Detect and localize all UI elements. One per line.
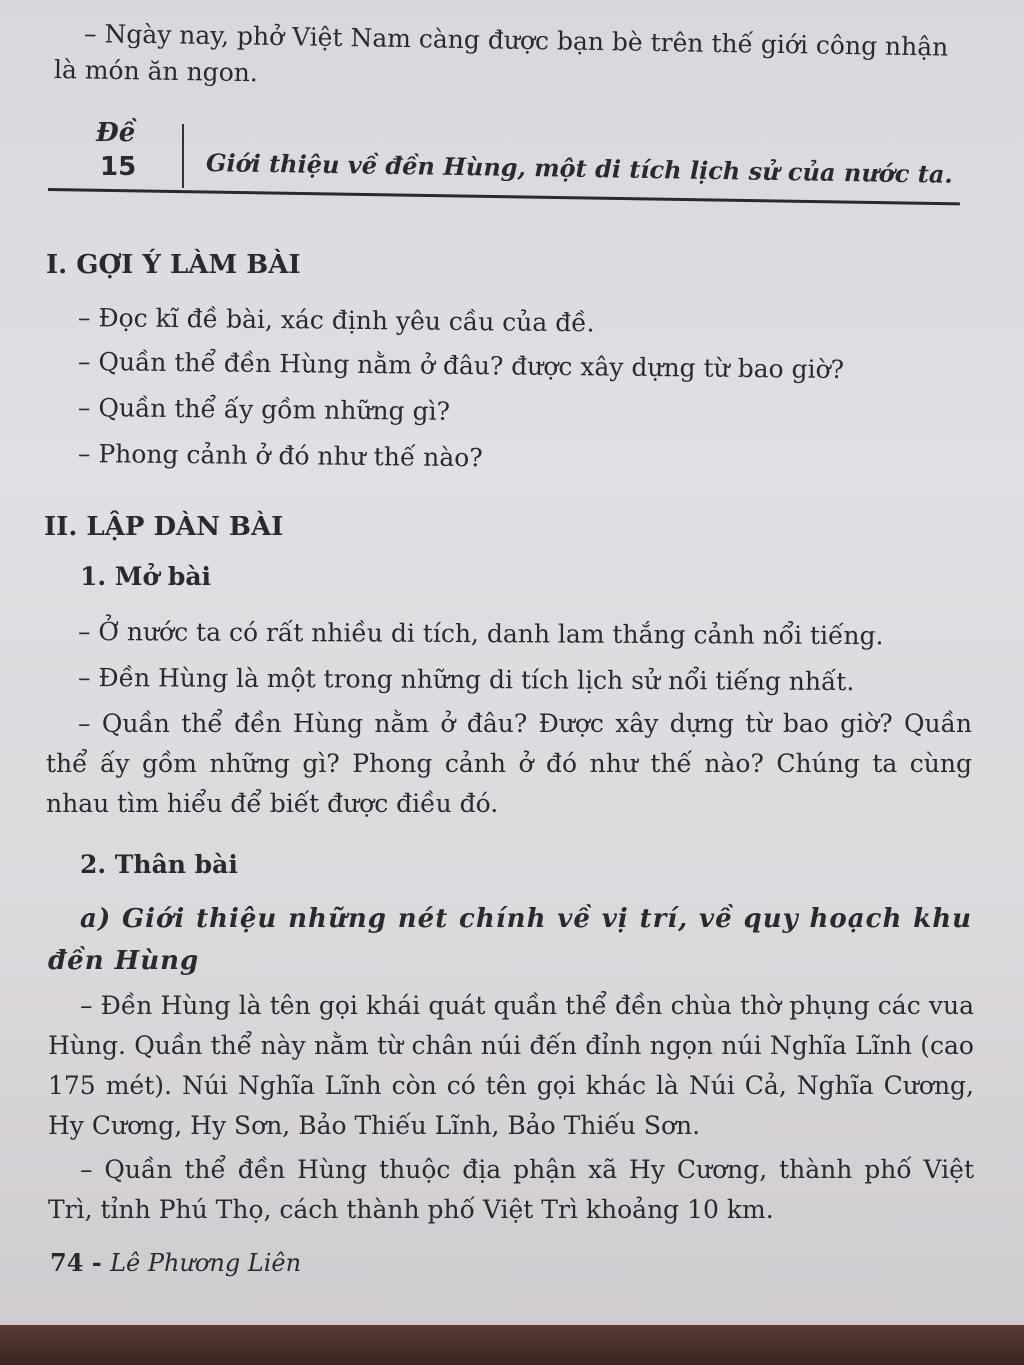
exam-divider: [182, 124, 184, 188]
exam-rule: [48, 188, 960, 205]
part-2-heading: 2. Thân bài: [80, 850, 238, 879]
section-1-heading: I. GỢI Ý LÀM BÀI: [46, 250, 301, 280]
author-name: Lê Phương Liên: [110, 1249, 302, 1277]
exam-title: Giới thiệu về đền Hùng, một di tích lịch sử của nước ta.: [205, 148, 953, 189]
hint-item: – Đọc kĩ đề bài, xác định yêu cầu của đề.: [77, 303, 595, 338]
hint-item: – Phong cảnh ở đó như thế nào?: [77, 439, 483, 473]
intro-line-2: là món ăn ngon.: [53, 55, 259, 88]
exam-label: Đề: [96, 118, 136, 148]
page-footer: [50, 1248, 301, 1277]
exam-number: 15: [100, 152, 137, 182]
intro-item: – Đền Hùng là một trong những di tích lịch sử nổi tiếng nhất.: [77, 663, 855, 697]
desk-background: [0, 1325, 1024, 1365]
intro-item-long: – Quần thể đền Hùng nằm ở đâu? Được xây dựng từ bao giờ? Quần thể ấy gồm những gì? Phong cảnh ở đó như thế nào? Chúng ta cùng nhau tìm hiểu để biết được điều đó.: [46, 709, 972, 818]
part-1-heading: 1. Mở bài: [80, 562, 212, 591]
hint-item: – Quần thể đền Hùng nằm ở đâu? được xây dựng từ bao giờ?: [77, 347, 845, 385]
page-number: 74 -: [50, 1248, 102, 1277]
exam-header: [48, 118, 960, 218]
section-2-heading: II. LẬP DÀN BÀI: [44, 512, 284, 542]
hint-item: – Quần thể ấy gồm những gì?: [77, 393, 451, 426]
body-paragraph: – Quần thể đền Hùng thuộc địa phận xã Hy Cương, thành phố Việt Trì, tỉnh Phú Thọ, cách thành phố Việt Trì khoảng 10 km.: [48, 1155, 974, 1224]
body-paragraph: – Đền Hùng là tên gọi khái quát quần thể đền chùa thờ phụng các vua Hùng. Quần thể này nằm từ chân núi đến đỉnh ngọn núi Nghĩa Lĩnh (cao 175 mét). Núi Nghĩa Lĩnh còn có tên gọi khác là Núi Cả, Nghĩa Cương, Hy Cương, Hy Sơn, Bảo Thiếu Lĩnh, Bảo Thiếu Sơn.: [48, 991, 974, 1140]
part-2-subheading: a) Giới thiệu những nét chính về vị trí, về quy hoạch khu đền Hùng: [48, 904, 972, 976]
intro-line-1: – Ngày nay, phở Việt Nam càng được bạn bè trên thế giới công nhận: [83, 19, 949, 62]
intro-item: – Ở nước ta có rất nhiều di tích, danh lam thắng cảnh nổi tiếng.: [77, 617, 884, 651]
